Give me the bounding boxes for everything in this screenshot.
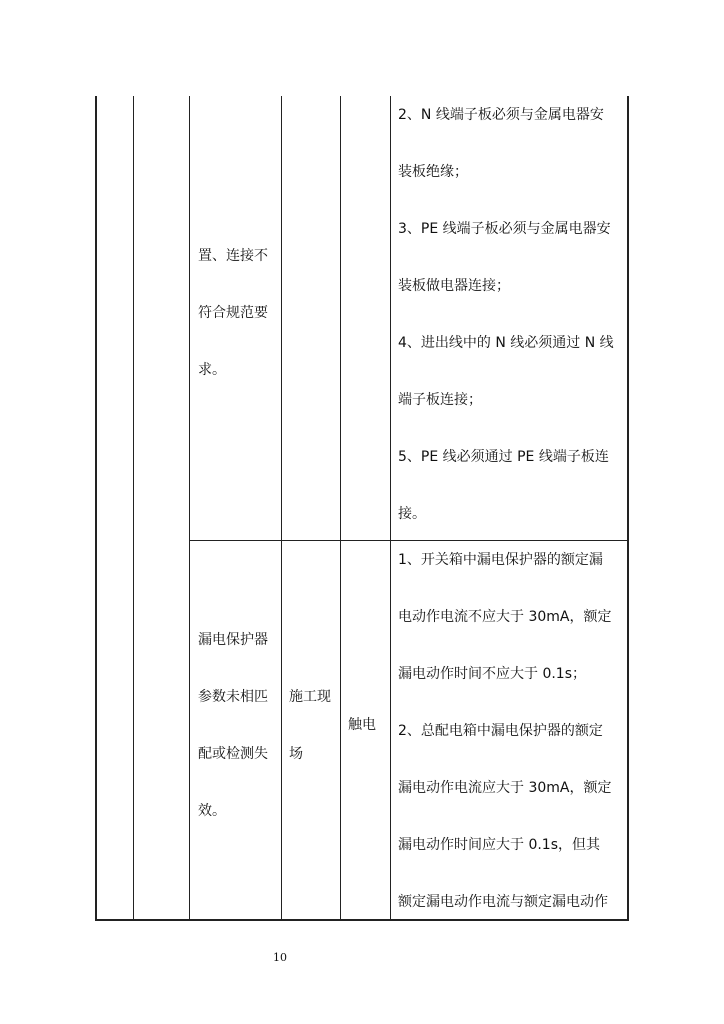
hazard-line: 参数未相匹: [198, 689, 268, 705]
measure-line: 3、PE 线端子板必须与金属电器安: [398, 221, 611, 237]
table-border-right: [627, 96, 629, 921]
measure-line: 额定漏电动作电流与额定漏电动作: [398, 894, 608, 910]
accident-type: 触电: [348, 717, 376, 733]
measure-line: 电动作电流不应大于 30mA，额定: [398, 609, 612, 625]
hazard-line: 置、连接不: [198, 248, 268, 264]
measure-line: 漏电动作电流应大于 30mA，额定: [398, 780, 612, 796]
measure-line: 5、PE 线必须通过 PE 线端子板连: [398, 449, 609, 465]
location-line: 场: [289, 746, 303, 762]
hazard-line: 漏电保护器: [198, 632, 268, 648]
table-border-left: [95, 96, 97, 921]
measure-line: 漏电动作时间不应大于 0.1s；: [398, 666, 587, 682]
measure-line: 端子板连接；: [398, 392, 482, 408]
column-divider: [281, 96, 282, 921]
measure-line: 2、总配电箱中漏电保护器的额定: [398, 723, 603, 739]
location-line: 施工现: [289, 689, 331, 705]
measure-line: 4、进出线中的 N 线必须通过 N 线: [398, 335, 614, 351]
measure-line: 装板做电器连接；: [398, 278, 510, 294]
safety-measures-table: [95, 96, 629, 921]
measure-line: 漏电动作时间应大于 0.1s，但其: [398, 837, 601, 853]
page-number: 10: [273, 951, 287, 964]
measure-line: 接。: [398, 506, 426, 522]
column-divider: [189, 96, 190, 921]
column-divider: [390, 96, 391, 921]
hazard-line: 配或检测失: [198, 746, 268, 762]
measure-line: 2、N 线端子板必须与金属电器安: [398, 107, 604, 123]
column-divider: [133, 96, 134, 921]
measure-line: 装板绝缘；: [398, 164, 468, 180]
hazard-line: 效。: [198, 803, 226, 819]
column-divider: [340, 96, 341, 921]
hazard-line: 符合规范要: [198, 305, 268, 321]
hazard-line: 求。: [198, 362, 226, 378]
measure-line: 1、开关箱中漏电保护器的额定漏: [398, 552, 603, 568]
